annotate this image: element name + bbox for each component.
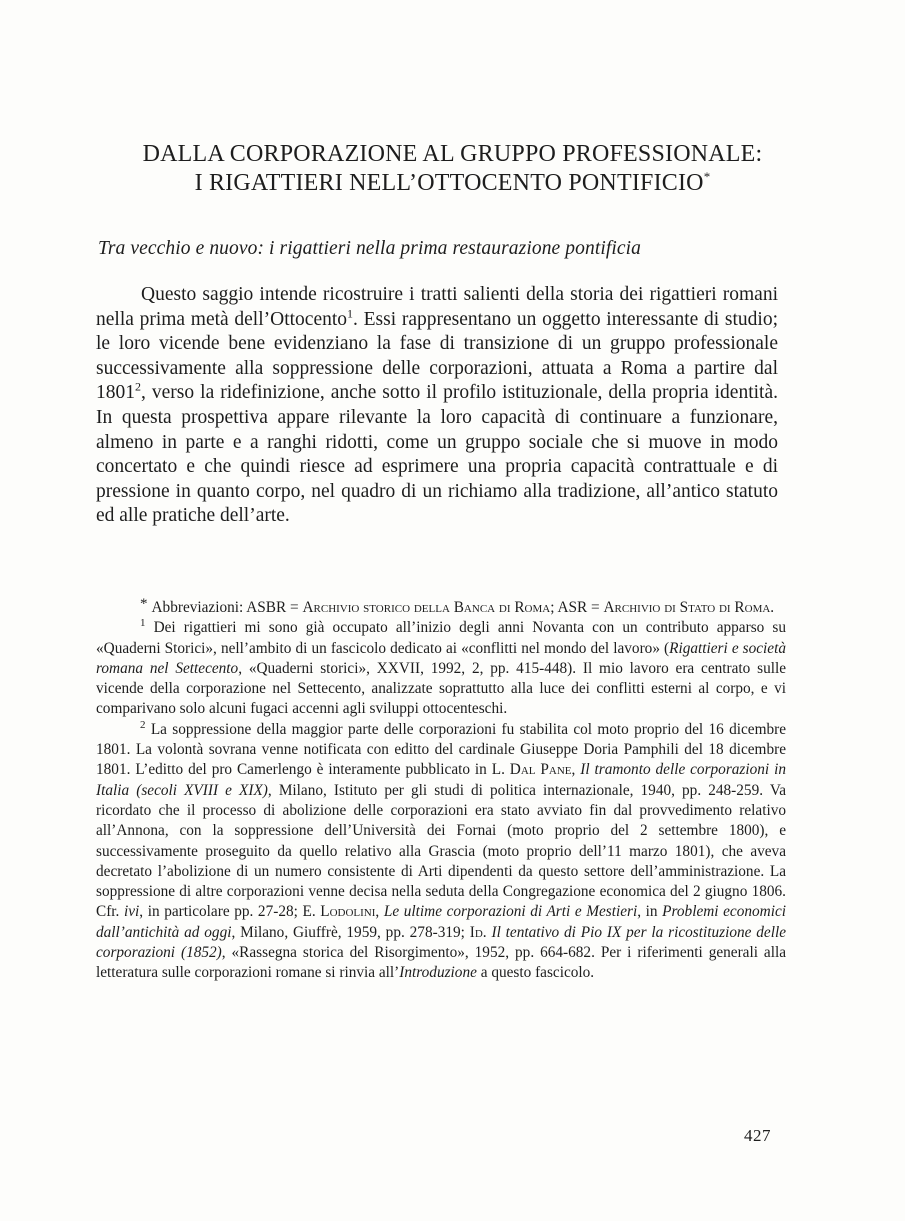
footnote-marker: 1 bbox=[140, 617, 146, 630]
footnotes bbox=[96, 598, 786, 984]
title-line-2 bbox=[100, 169, 805, 198]
footnote-ref-2: 2 bbox=[135, 379, 141, 394]
footnote-text: a questo fascicolo. bbox=[476, 964, 595, 982]
body-text-part-1: Questo saggio intende ricostruire i tratti salienti della storia dei rigattieri romani nella prima metà dell’Ottocento bbox=[96, 284, 778, 330]
footnote-text: Dei rigattieri mi sono già occupato all’inizio degli anni Novanta con un contributo apparso su «Quaderni Storici», nell’ambito di un fascicolo dedicato ai «conflitti nel mondo del lavoro» ( bbox=[96, 619, 786, 657]
page-number: 427 bbox=[744, 1126, 771, 1145]
footnote-text: ivi bbox=[123, 903, 140, 921]
footnote-marker: 2 bbox=[140, 718, 146, 731]
footnote-text: La soppressione della maggior parte delle corporazioni fu stabilita col moto proprio del 16 dicembre 1801. La volontà sovrana venne notificata con editto del cardinale Giuseppe Doria Pamphili del 18 dicembre 1801. L’editto del pro Camerlengo è interamente pubblicato in L. bbox=[96, 720, 786, 779]
footnote-1 bbox=[96, 618, 786, 719]
footnote-text: , «Rassegna storica del Risorgimento», 1952, pp. 664-682. Per i riferimenti generali alla letteratura sulle corporazioni romane si rinvia all’ bbox=[96, 944, 786, 982]
footnote-text: , «Quaderni storici», XXVII, 1992, 2, pp. 415-448). Il mio lavoro era centrato sulle vicende della corporazione nel Settecento, analizzate soprattutto alla luce dei conflitti esterni al corpo, e vi comparivano solo alcuni fugaci accenni agli sviluppi ottocenteschi. bbox=[96, 659, 787, 718]
footnote-text: Le ultime corporazioni di Arti e Mestieri bbox=[383, 903, 638, 921]
footnote-ref-1: 1 bbox=[347, 306, 354, 321]
footnote-text: Dal Pane bbox=[509, 761, 572, 779]
footnote-text: Abbreviazioni: ASBR = bbox=[151, 599, 303, 616]
footnote-text: Problemi economici dall’antichità ad oggi bbox=[96, 903, 786, 941]
body-text-part-3: , verso la ridefinizione, anche sotto il profilo istituzionale, della propria identità. In questa prospettiva appare rilevante la loro capacità di continuare a funzionare, almeno in parte e a ranghi ridotti, come un gruppo sociale che si muove in modo concertato e che quindi riesce ad esprimere una propria capacità contrattuale e di pressione in quanto corpo, nel quadro di un richiamo alla tradizione, all’antico statuto ed alle pratiche dell’arte. bbox=[96, 382, 778, 527]
footnote-text: , in bbox=[637, 903, 663, 921]
footnote-star bbox=[96, 598, 786, 618]
footnote-text: Lodolini bbox=[320, 903, 376, 921]
title-line-1: DALLA CORPORAZIONE AL GRUPPO PROFESSIONALE: bbox=[142, 141, 763, 167]
footnote-text: ; ASR = bbox=[550, 599, 604, 616]
footnote-text: , bbox=[375, 903, 384, 921]
footnote-text: Il tramonto delle corporazioni in Italia (secoli XVIII e XIX) bbox=[96, 761, 786, 799]
footnote-text: Id. bbox=[469, 923, 487, 941]
footnote-text: Archivio storico della Banca di Roma bbox=[302, 599, 551, 616]
section-heading: Tra vecchio e nuovo: i rigattieri nella prima restaurazione pontificia bbox=[98, 238, 642, 259]
body-text-part-2: . Essi rappresentano un oggetto interessante di studio; le loro vicende bene evidenziano la fase di transizione di un gruppo professionale successivamente alla soppressione delle corporazioni, attuata a Roma a partire dal 1801 bbox=[96, 308, 779, 404]
title-footnote-marker: * bbox=[703, 169, 711, 184]
footnote-marker: * bbox=[140, 596, 148, 612]
footnote-text: Introduzione bbox=[399, 964, 477, 982]
footnote-text: Il tentativo di Pio IX per la ricostituzione delle corporazioni (1852) bbox=[96, 923, 786, 962]
article-title bbox=[100, 140, 805, 198]
body-paragraph bbox=[96, 283, 778, 529]
footnote-text: , Milano, Istituto per gli studi di politica internazionale, 1940, pp. 248-259. Va ricordato che il processo di abolizione delle corporazioni era stato avviato fin dal provvedimento relativo all’Annona, con la soppressione dell’Università dei Fornai (moto proprio del 2 settembre 1800), e successivamente proseguito da quello relativo alla Grascia (moto proprio dell’11 marzo 1801), che aveva decretato l’abolizione di un numero consistente di Arti dipendenti da questo settore dell’amministrazione. La soppressione di altre corporazioni venne decisa nella seduta della Congregazione economica del 2 giugno 1806. Cfr. bbox=[96, 781, 786, 921]
footnote-text: , Milano, Giuffrè, 1959, pp. 278-319; bbox=[231, 923, 470, 941]
footnote-text: , in particolare pp. 27-28; E. bbox=[139, 903, 321, 921]
footnote-text: . bbox=[770, 599, 775, 616]
footnote-text: , bbox=[571, 761, 581, 779]
footnote-text: Rigattieri e società romana nel Settecento bbox=[96, 639, 786, 677]
title-line-2-text: I RIGATTIERI NELL’OTTOCENTO PONTIFICIO bbox=[194, 170, 704, 196]
footnote-2 bbox=[96, 720, 786, 984]
paragraph bbox=[96, 283, 778, 529]
footnote-text: Archivio di Stato di Roma bbox=[603, 599, 771, 616]
